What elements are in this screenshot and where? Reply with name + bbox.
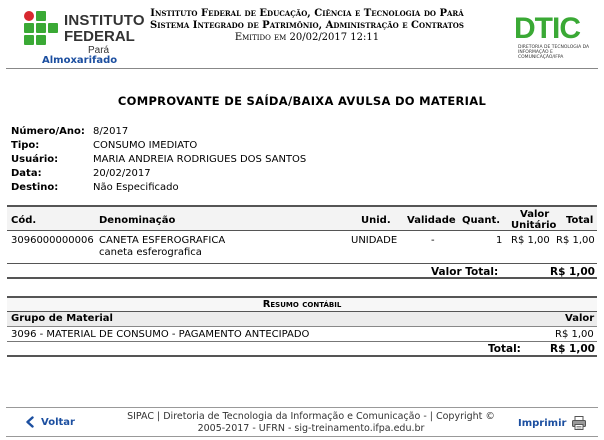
items-table	[7, 205, 597, 279]
cell-valor-unitario: R$ 1,00	[511, 235, 550, 246]
col-header-quant: Quant.	[462, 215, 501, 226]
printer-icon	[571, 415, 587, 431]
info-label: Número/Ano:	[11, 126, 85, 137]
col-header-valor-unitario-line1: Valor	[520, 209, 550, 220]
table-row	[7, 231, 597, 263]
emitted-date: Emitido em 20/02/2017 12:11	[234, 32, 380, 43]
resumo-total-value: R$ 1,00	[550, 343, 595, 355]
col-header-total: Total	[566, 215, 594, 226]
resumo-caption: Resumo contábil	[7, 296, 597, 312]
table-row	[7, 327, 597, 342]
cell-validade: -	[431, 235, 435, 246]
system-name: Sistema Integrado de Patrimônio, Administração e Contratos	[150, 20, 464, 31]
cell-total: R$ 1,00	[556, 235, 595, 246]
resumo-header	[7, 312, 597, 327]
info-row-tipo	[11, 139, 306, 153]
header-divider	[6, 68, 598, 69]
resumo-header-grupo: Grupo de Material	[11, 313, 113, 324]
footer-copyright	[126, 411, 496, 435]
info-label: Tipo:	[11, 140, 40, 151]
resumo-cell-grupo: 3096 - MATERIAL DE CONSUMO - PAGAMENTO ANTECIPADO	[11, 329, 310, 340]
col-header-denominacao: Denominação	[99, 215, 176, 226]
voltar-button[interactable]	[24, 416, 75, 428]
col-header-validade: Validade	[407, 215, 456, 226]
resumo-total-label: Total:	[488, 343, 521, 355]
institution-name: Instituto Federal de Educação, Ciência e Tecnologia do Pará	[150, 8, 464, 19]
items-table-header	[7, 205, 597, 231]
resumo-total-row	[7, 342, 597, 357]
imprimir-button[interactable]	[518, 415, 587, 431]
logo-line3: Pará	[88, 45, 110, 56]
info-label: Data:	[11, 168, 42, 179]
logo-line2: FEDERAL	[64, 28, 135, 45]
resumo-contabil	[7, 296, 597, 357]
info-label: Destino:	[11, 182, 59, 193]
footer-line1: SIPAC | Diretoria de Tecnologia da Informação e Comunicação - | Copyright ©	[127, 411, 495, 422]
imprimir-label: Imprimir	[518, 417, 567, 429]
report-header	[0, 0, 604, 66]
cell-denominacao: CANETA ESFEROGRAFICA	[99, 235, 226, 246]
resumo-header-valor: Valor	[565, 313, 595, 324]
dtic-logo-word: DTIC	[514, 12, 580, 45]
cell-cod: 3096000000006	[11, 235, 94, 246]
col-header-unid: Unid.	[361, 215, 391, 226]
ifpa-logo-icon	[24, 11, 60, 51]
footer-line2: 2005-2017 - UFRN - sig-treinamento.ifpa.edu.br	[197, 423, 425, 434]
dtic-logo	[514, 12, 594, 60]
items-total-label: Valor Total:	[431, 266, 499, 278]
info-row-usuario	[11, 153, 306, 167]
document-info	[11, 125, 306, 195]
info-value: Não Especificado	[93, 182, 179, 193]
col-header-valor-unitario-line2: Unitário	[511, 220, 557, 231]
voltar-label: Voltar	[41, 416, 75, 428]
info-row-destino	[11, 181, 306, 195]
items-total-row	[7, 263, 597, 279]
institution-block	[150, 8, 464, 43]
resumo-cell-valor: R$ 1,00	[555, 329, 594, 340]
info-value: CONSUMO IMEDIATO	[93, 140, 198, 151]
ifpa-logo	[18, 6, 145, 58]
cell-quant: 1	[496, 235, 503, 246]
col-header-cod: Cód.	[11, 215, 37, 226]
info-value: MARIA ANDREIA RODRIGUES DOS SANTOS	[93, 154, 307, 165]
chevron-left-icon	[24, 416, 36, 428]
info-value: 8/2017	[93, 126, 129, 137]
logo-line1: INSTITUTO	[64, 12, 145, 29]
module-name: Almoxarifado	[42, 55, 118, 66]
info-row-data	[11, 167, 306, 181]
info-value: 20/02/2017	[93, 168, 151, 179]
page-footer	[6, 407, 598, 437]
cell-unid: UNIDADE	[351, 235, 398, 246]
items-total-value: R$ 1,00	[550, 266, 595, 278]
dtic-logo-subtitle: DIRETORIA DE TECNOLOGIA DA INFORMAÇÃO E COMUNICAÇÃO/IFPA	[518, 45, 590, 60]
info-label: Usuário:	[11, 154, 59, 165]
document-title: COMPROVANTE DE SAÍDA/BAIXA AVULSA DO MATERIAL	[117, 94, 487, 108]
cell-descricao: caneta esferografica	[99, 247, 202, 258]
info-row-numero	[11, 125, 306, 139]
